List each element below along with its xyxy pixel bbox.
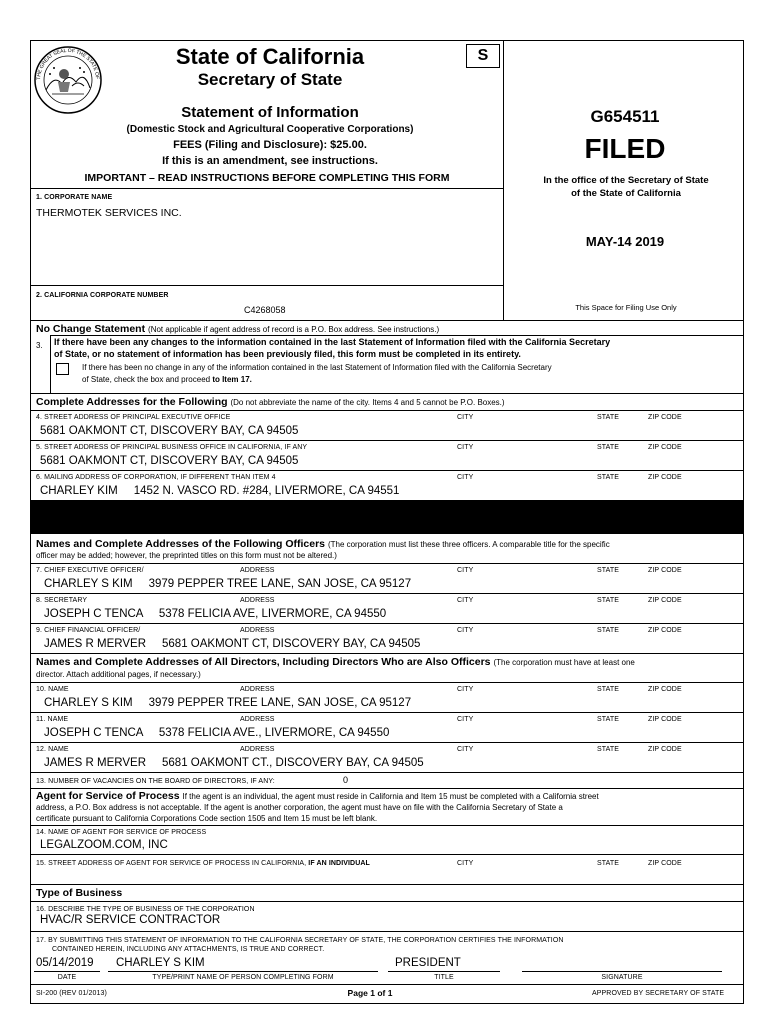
divider: [30, 470, 744, 471]
city-header: CITY: [457, 474, 474, 481]
addresses-heading: [36, 396, 505, 408]
item7-label: 7. CHIEF EXECUTIVE OFFICER/: [36, 567, 144, 574]
office-line-1: In the office of the Secretary of State: [543, 175, 709, 186]
item10-label: 10. NAME: [36, 686, 69, 693]
state-header: STATE: [597, 597, 620, 604]
agent-note-3: certificate pursuant to California Corporations Code section 1505 and Item 15 must be left blank.: [36, 814, 378, 823]
name-line: [108, 971, 378, 972]
item6-value: CHARLEY KIM 1452 N. VASCO RD. #284, LIVERMORE, CA 94551: [40, 485, 400, 497]
divider: [30, 884, 744, 885]
divider: [30, 188, 504, 189]
right-divider: [503, 40, 504, 320]
city-header: CITY: [457, 414, 474, 421]
divider: [30, 984, 744, 985]
state-header: STATE: [597, 686, 620, 693]
zip-header: ZIP CODE: [648, 860, 682, 867]
page-title: State of California: [175, 44, 365, 69]
zip-header: ZIP CODE: [648, 627, 682, 634]
divider: [30, 901, 744, 902]
item6-label: 6. MAILING ADDRESS OF CORPORATION, IF DIFFERENT THAN ITEM 4: [36, 474, 276, 481]
item16-label: 16. DESCRIBE THE TYPE OF BUSINESS OF THE CORPORATION: [36, 906, 255, 913]
state-header: STATE: [597, 716, 620, 723]
item11-label: 11. NAME: [36, 716, 69, 723]
item17-line-1: 17. BY SUBMITTING THIS STATEMENT OF INFORMATION TO THE CALIFORNIA SECRETARY OF STATE, THE CORPORATION CERTIFIES THE INFORMATION: [36, 937, 564, 944]
filing-number: G654511: [590, 107, 660, 126]
zip-header: ZIP CODE: [648, 444, 682, 451]
item10-value: CHARLEY S KIM 3979 PEPPER TREE LANE, SAN JOSE, CA 95127: [44, 697, 412, 709]
item11-value: JOSEPH C TENCA 5378 FELICIA AVE., LIVERMORE, CA 94550: [44, 727, 390, 739]
divider: [30, 772, 744, 773]
date-line: [34, 971, 100, 972]
redaction-bar: [30, 500, 744, 534]
filed-date: MAY-14 2019: [585, 234, 665, 249]
directors-title: Names and Complete Addresses of All Directors, Including Directors Who are Also Officers: [36, 656, 491, 668]
officers-note: (The corporation must list these three officers. A comparable title for the specific: [327, 540, 610, 549]
agent-note-1: If the agent is an individual, the agent must reside in California and Item 15 must be completed with a California street: [182, 792, 599, 801]
state-header: STATE: [597, 444, 620, 451]
agent-note-2: address, a P.O. Box address is not acceptable. If the agent is another corporation, the agent must have on file with the California Secretary of State a: [36, 803, 563, 812]
item3-number: 3.: [36, 341, 43, 350]
state-header: STATE: [597, 746, 620, 753]
item8-label: 8. SECRETARY: [36, 597, 88, 604]
city-header: CITY: [457, 716, 474, 723]
signed-date: 05/14/2019: [36, 957, 94, 969]
officers-heading: [36, 538, 610, 550]
item4-label: 4. STREET ADDRESS OF PRINCIPAL EXECUTIVE OFFICE: [36, 414, 231, 421]
divider: [30, 320, 744, 321]
filing-space-note: This Space for Filing Use Only: [575, 303, 677, 312]
business-type: HVAC/R SERVICE CONTRACTOR: [40, 914, 221, 926]
zip-header: ZIP CODE: [648, 746, 682, 753]
divider: [30, 623, 744, 624]
item15-label: [36, 860, 370, 867]
no-change-checkbox[interactable]: [56, 363, 69, 375]
signer-title: PRESIDENT: [395, 957, 461, 969]
signature-line: [522, 971, 722, 972]
divider: [30, 393, 744, 394]
divider: [30, 563, 744, 564]
state-header: STATE: [597, 414, 620, 421]
zip-header: ZIP CODE: [648, 567, 682, 574]
title-label: TITLE: [434, 974, 454, 981]
page-number: Page 1 of 1: [347, 988, 393, 998]
item9-value: JAMES R MERVER 5681 OAKMONT CT, DISCOVERY BAY, CA 94505: [44, 638, 421, 650]
address-header: ADDRESS: [240, 746, 275, 753]
fees-line: FEES (Filing and Disclosure): $25.00.: [173, 139, 367, 151]
office-line-2: of the State of California: [571, 188, 681, 199]
agent-name: LEGALZOOM.COM, INC: [40, 839, 168, 851]
divider: [30, 854, 744, 855]
divider: [30, 285, 504, 286]
divider: [30, 682, 744, 683]
city-header: CITY: [457, 860, 474, 867]
form-subtitle: (Domestic Stock and Agricultural Cooperative Corporations): [126, 124, 414, 135]
approved-note: APPROVED BY SECRETARY OF STATE: [592, 990, 725, 997]
corporate-name: THERMOTEK SERVICES INC.: [36, 207, 182, 219]
name-label: TYPE/PRINT NAME OF PERSON COMPLETING FORM: [152, 974, 334, 981]
divider: [30, 788, 744, 789]
divider: [30, 825, 744, 826]
directors-note-2: director. Attach additional pages, if necessary.): [36, 670, 201, 679]
state-header: STATE: [597, 860, 620, 867]
item3-line-1: If there have been any changes to the information contained in the last Statement of Information filed with the California Secretary: [54, 337, 611, 347]
address-header: ADDRESS: [240, 686, 275, 693]
item1-label: 1. CORPORATE NAME: [36, 194, 113, 201]
item14-label: 14. NAME OF AGENT FOR SERVICE OF PROCESS: [36, 829, 207, 836]
item12-label: 12. NAME: [36, 746, 69, 753]
item15-label-text: 15. STREET ADDRESS OF AGENT FOR SERVICE OF PROCESS IN CALIFORNIA,: [36, 860, 309, 867]
item3-line-3: If there has been no change in any of the information contained in the last Statement of Information filed with the California Secretary: [82, 363, 552, 372]
item3-line-2: of State, or no statement of information has been previously filed, this form must be completed in its entirety.: [54, 349, 521, 359]
directors-heading: [36, 656, 635, 668]
agent-heading: [36, 790, 599, 802]
business-heading: Type of Business: [36, 887, 123, 899]
divider: [30, 653, 744, 654]
form-title: Statement of Information: [181, 104, 359, 121]
item12-value: JAMES R MERVER 5681 OAKMONT CT., DISCOVERY BAY, CA 94505: [44, 757, 424, 769]
zip-header: ZIP CODE: [648, 597, 682, 604]
address-header: ADDRESS: [240, 597, 275, 604]
divider: [30, 742, 744, 743]
city-header: CITY: [457, 567, 474, 574]
divider: [30, 931, 744, 932]
city-header: CITY: [457, 686, 474, 693]
no-change-heading: [36, 323, 439, 335]
item3-line-4a: of State, check the box and proceed: [82, 375, 213, 384]
item4-value: 5681 OAKMONT CT, DISCOVERY BAY, CA 94505: [40, 425, 299, 437]
divider: [50, 335, 51, 393]
item5-value: 5681 OAKMONT CT, DISCOVERY BAY, CA 94505: [40, 455, 299, 467]
item8-value: JOSEPH C TENCA 5378 FELICIA AVE, LIVERMORE, CA 94550: [44, 608, 387, 620]
zip-header: ZIP CODE: [648, 474, 682, 481]
item2-label: 2. CALIFORNIA CORPORATE NUMBER: [36, 292, 169, 299]
signature-label: SIGNATURE: [601, 974, 643, 981]
no-change-title: No Change Statement: [36, 323, 146, 335]
state-seal-icon: [32, 44, 104, 116]
zip-header: ZIP CODE: [648, 716, 682, 723]
item15-label-bold: IF AN INDIVIDUAL: [308, 860, 370, 867]
s-box-label: S: [477, 47, 489, 64]
state-header: STATE: [597, 567, 620, 574]
zip-header: ZIP CODE: [648, 686, 682, 693]
date-label: DATE: [57, 974, 77, 981]
divider: [30, 712, 744, 713]
item3-line-4: [82, 375, 252, 384]
state-header: STATE: [597, 627, 620, 634]
city-header: CITY: [457, 627, 474, 634]
signer-name: CHARLEY S KIM: [116, 957, 205, 969]
item3-line-4b: to Item 17.: [212, 375, 252, 384]
city-header: CITY: [457, 746, 474, 753]
divider: [30, 410, 744, 411]
item7-value: CHARLEY S KIM 3979 PEPPER TREE LANE, SAN JOSE, CA 95127: [44, 578, 412, 590]
amendment-line: If this is an amendment, see instructions.: [162, 155, 378, 167]
officers-note-2: officer may be added; however, the preprinted titles on this form must not be altered.): [36, 551, 337, 560]
item13-label: 13. NUMBER OF VACANCIES ON THE BOARD OF DIRECTORS, IF ANY:: [36, 778, 275, 785]
city-header: CITY: [457, 444, 474, 451]
important-line: IMPORTANT – READ INSTRUCTIONS BEFORE COMPLETING THIS FORM: [84, 172, 450, 184]
address-header: ADDRESS: [240, 567, 275, 574]
divider: [30, 593, 744, 594]
corporate-number: C4268058: [244, 305, 286, 315]
vacancies-value: 0: [343, 775, 349, 785]
divider: [30, 440, 744, 441]
addresses-note: (Do not abbreviate the name of the city. Items 4 and 5 cannot be P.O. Boxes.): [230, 398, 505, 407]
title-line: [388, 971, 500, 972]
address-header: ADDRESS: [240, 627, 275, 634]
addresses-title: Complete Addresses for the Following: [36, 396, 228, 408]
seal-text: THE GREAT SEAL OF THE STATE OF: [35, 47, 101, 81]
directors-note: (The corporation must have at least one: [493, 658, 635, 667]
state-header: STATE: [597, 474, 620, 481]
item17-line-2: CONTAINED HEREIN, INCLUDING ANY ATTACHMENTS, IS TRUE AND CORRECT.: [52, 946, 325, 953]
divider: [50, 335, 744, 336]
zip-header: ZIP CODE: [648, 414, 682, 421]
form-id: SI-200 (REV 01/2013): [36, 990, 107, 997]
page-subtitle: Secretary of State: [197, 70, 343, 89]
item9-label: 9. CHIEF FINANCIAL OFFICER/: [36, 627, 141, 634]
address-header: ADDRESS: [240, 716, 275, 723]
officers-title: Names and Complete Addresses of the Following Officers: [36, 538, 326, 550]
agent-title: Agent for Service of Process: [36, 790, 180, 802]
filed-status: FILED: [584, 133, 666, 164]
item5-label: 5. STREET ADDRESS OF PRINCIPAL BUSINESS OFFICE IN CALIFORNIA, IF ANY: [36, 444, 308, 451]
no-change-note: (Not applicable if agent address of record is a P.O. Box address. See instructions.): [148, 325, 440, 334]
s-box: [466, 44, 500, 68]
city-header: CITY: [457, 597, 474, 604]
